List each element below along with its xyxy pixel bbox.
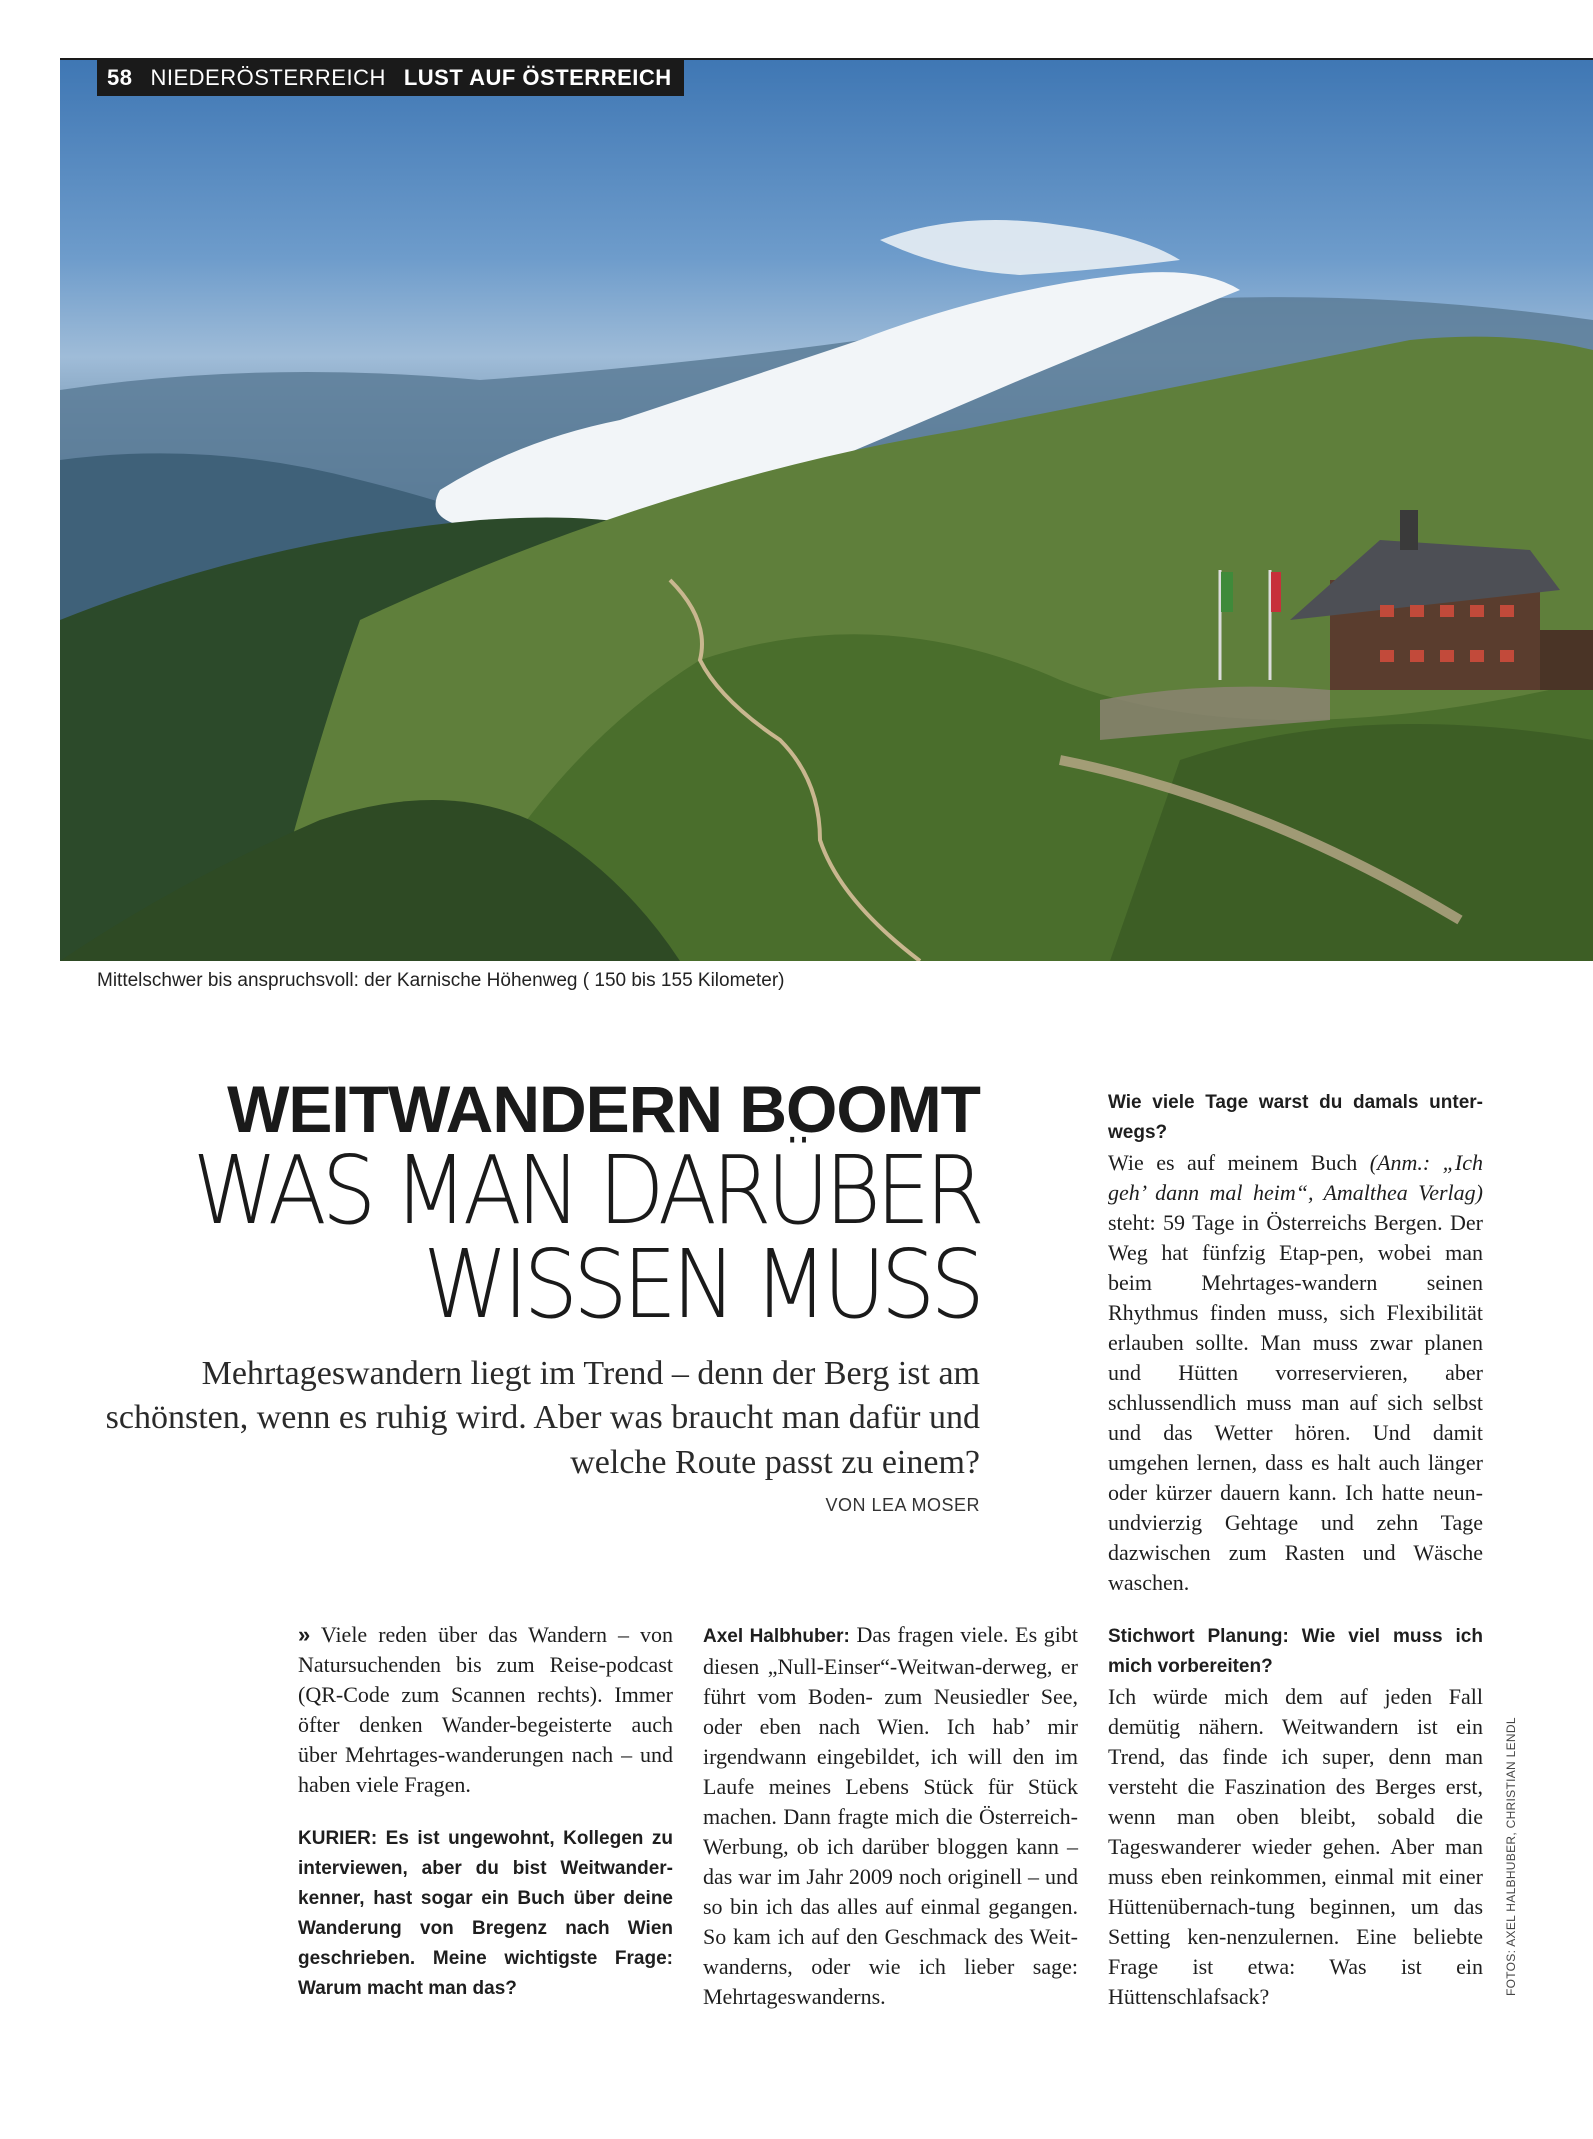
text-column-3 — [1108, 1088, 1483, 2012]
interview-question: Wie viele Tage warst du damals unter-wegs? — [1108, 1092, 1483, 1143]
headline-block — [100, 1072, 980, 1516]
answer-text: steht: 59 Tage in Österreichs Bergen. Der Weg hat fünfzig Etap-pen, wobei man beim Mehrtages-wandern seinen Rhythmus finden muss, sich Flexibilität erlauben sollte. Man muss zwar planen und Hütten vorreservieren, aber schlussendlich muss man auf sich selbst und das Wetter hören. Und damit umgehen lernen, dass es halt auch länger oder kürzer dauern kann. Ich hatte neun-undvierzig Gehtage und zehn Tage dazwischen zum Rasten und Wäsche waschen. — [1108, 1210, 1483, 1595]
photo-credit: FOTOS: AXEL HALBHUBER, CHRISTIAN LENDL — [1504, 1717, 1518, 1996]
answer-paragraph: Ich würde mich dem auf jeden Fall demütig nähern. Weitwandern ist ein Trend, das finde ich super, denn man versteht die Faszination des Berges erst, wenn man oben bleibt, sobald die Tageswanderer wieder gehen. Aber man muss eben reinkommen, einmal mit einer Hüttenübernach-tung beginnen, um das Setting ken-nenzulernen. Eine beliebte Frage ist etwa: Was ist ein Hüttenschlafsack? — [1108, 1684, 1483, 2009]
headline-sub-line-2: WISSEN MUSS — [423, 1230, 980, 1341]
section-header — [97, 60, 684, 96]
interview-question: Stichwort Planung: Wie viel muss ich mich vorbereiten? — [1108, 1626, 1483, 1677]
section-rubric: LUST AUF ÖSTERREICH — [403, 65, 672, 90]
answer-paragraph — [1108, 1148, 1483, 1598]
interview-question: KURIER: Es ist ungewohnt, Kollegen zu interviewen, aber du bist Weitwander-kenner, hast sogar ein Buch über deine Wanderung von Bregenz nach Wien geschrieben. Meine wichtigste Frage: Warum macht man das? — [298, 1828, 673, 1999]
section-region: NIEDERÖSTERREICH — [150, 65, 386, 90]
book-reference: (Anm.: „Ich geh’ dann mal heim“, Amalthea Verlag) — [1108, 1150, 1484, 1205]
text-column-1 — [298, 1620, 673, 2004]
intro-text: Viele reden über das Wandern – von Natursuchenden bis zum Reise-podcast (QR-Code zum Scannen rechts). Immer öfter denken Wander-begeisterte auch über Mehrtages-wanderungen nach – und haben viele Fragen. — [298, 1622, 673, 1797]
article-lead: Mehrtageswandern liegt im Trend – denn der Berg ist am schönsten, wenn es ruhig wird. Aber was braucht man dafür und welche Route passt zu einem? — [105, 1355, 980, 1481]
intro-quote-mark: » — [298, 1622, 311, 1647]
intro-paragraph — [298, 1620, 673, 1800]
text-column-2 — [703, 1620, 1078, 2012]
speaker-name: Axel Halbhuber: — [703, 1626, 850, 1647]
mountain-landscape-illustration — [60, 60, 1593, 961]
headline-sub-line-1: WAS MAN DARÜBER — [192, 1136, 980, 1247]
photo-caption: Mittelschwer bis anspruchsvoll: der Karnische Höhenweg ( 150 bis 155 Kilometer) — [97, 970, 785, 991]
answer-text: Das fragen viele. Es gibt diesen „Null-Einser“-Weitwan-derweg, er führt vom Boden- zum Neusiedler See, oder eben nach Wien. Ich hab’ mir irgendwann eingebildet, ich will den im Laufe meines Lebens Stück für Stück machen. Dann fragte mich die Österreich-Werbung, ob ich darüber bloggen kann – das war im Jahr 2009 noch originell – und so bin ich das alles auf einmal gegangen. So kam ich auf den Geschmack des Weit-wanderns, oder wie ich lieber sage: Mehrtageswanderns. — [703, 1622, 1079, 2009]
page-number: 58 — [107, 65, 133, 90]
hero-photo — [60, 60, 1593, 961]
byline: VON LEA MOSER — [825, 1494, 980, 1515]
headline-main: WEITWANDERN BOOMT — [227, 1072, 980, 1146]
answer-paragraph — [703, 1620, 1078, 2012]
answer-text: Wie es auf meinem Buch — [1108, 1150, 1358, 1175]
